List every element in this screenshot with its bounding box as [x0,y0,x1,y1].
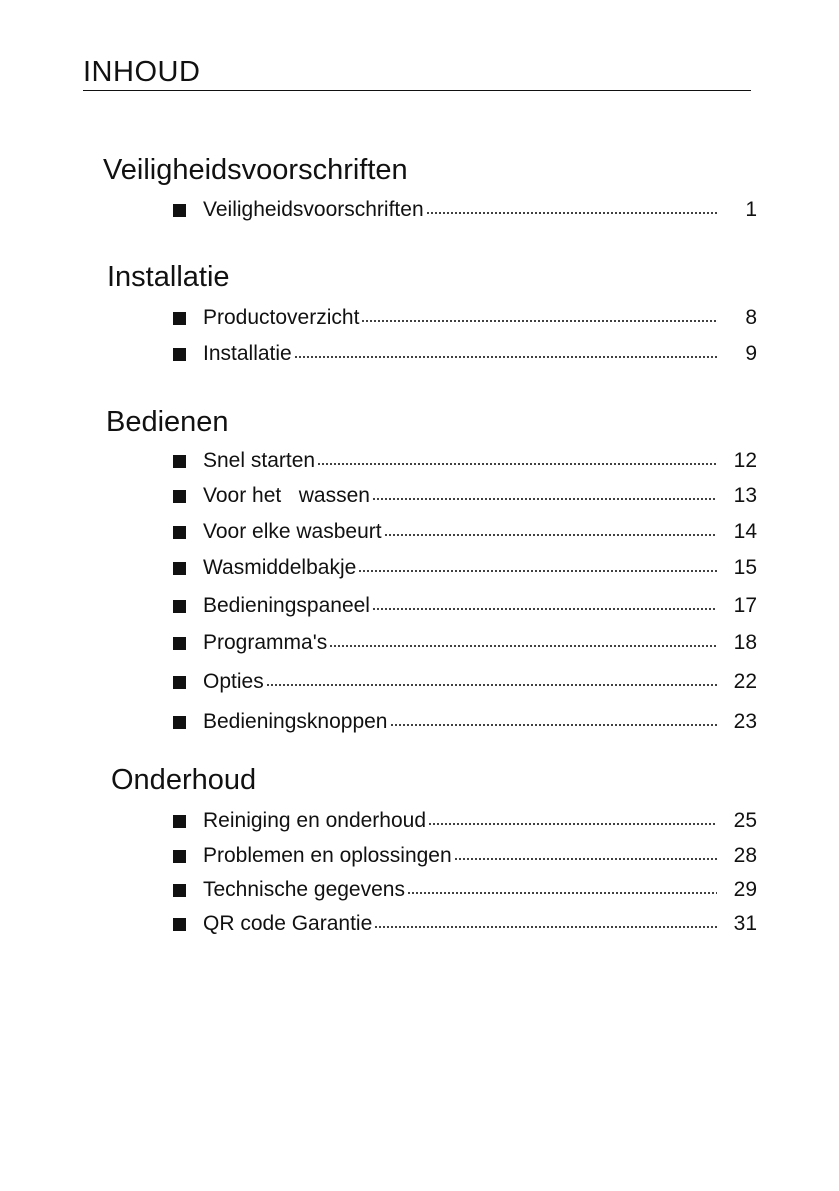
toc-entry-label: Opties [203,670,264,693]
page-title: INHOUD [83,56,201,88]
toc-entry-label: Snel starten [203,449,316,472]
toc-entry-label: Veiligheidsvoorschriften [203,198,424,221]
toc-entry[interactable] [173,593,757,619]
toc-entry-label: Problemen en oplossingen [203,844,452,867]
toc-entry[interactable] [173,911,757,937]
square-bullet-icon [173,455,186,468]
title-divider [83,90,751,91]
square-bullet-icon [173,204,186,217]
toc-entry-label: Bedieningspaneel [203,594,370,617]
toc-entry-label: Technische gegevens [203,878,405,901]
dot-leader [390,723,718,729]
square-bullet-icon [173,676,186,689]
toc-entry-label: Reiniging en onderhoud [203,809,427,832]
toc-entry-label: Voor het wassen [203,484,370,507]
toc-entry[interactable] [173,877,757,903]
dot-leader [358,569,717,575]
dot-leader [317,462,717,468]
square-bullet-icon [173,884,186,897]
toc-entry-page: 18 [733,631,757,654]
toc-entry-label: Bedieningsknoppen [203,710,388,733]
toc-entry-page: 29 [733,878,757,901]
toc-entry-page: 9 [745,342,757,365]
toc-entry-page: 1 [745,198,757,221]
dot-leader [266,683,717,689]
toc-entry-page: 15 [733,556,757,579]
toc-entry[interactable] [173,843,757,869]
square-bullet-icon [173,637,186,650]
toc-entry-label: QR code Garantie [203,912,373,935]
toc-entry-page: 17 [733,594,757,617]
toc-entry-label: Installatie [203,342,292,365]
square-bullet-icon [173,716,186,729]
section-heading-veiligheid: Veiligheidsvoorschriften [103,154,408,186]
toc-entry[interactable] [173,197,757,223]
toc-entry-label: Wasmiddelbakje [203,556,357,579]
dot-leader [428,822,717,828]
toc-entry[interactable] [173,483,757,509]
toc-entry[interactable] [173,519,757,545]
toc-entry-page: 13 [733,484,757,507]
dot-leader [374,925,717,931]
toc-entry[interactable] [173,555,757,581]
section-heading-installatie: Installatie [107,261,230,293]
square-bullet-icon [173,562,186,575]
toc-entry-page: 23 [733,710,757,733]
toc-entry[interactable] [173,630,757,656]
toc-entry-label: Programma's [203,631,328,654]
toc-entry-page: 22 [733,670,757,693]
square-bullet-icon [173,918,186,931]
dot-leader [372,607,717,613]
square-bullet-icon [173,526,186,539]
square-bullet-icon [173,600,186,613]
dot-leader [361,319,717,325]
toc-entry[interactable] [173,305,757,331]
square-bullet-icon [173,815,186,828]
toc-entry-page: 8 [745,306,757,329]
square-bullet-icon [173,490,186,503]
dot-leader [372,497,717,503]
square-bullet-icon [173,850,186,863]
square-bullet-icon [173,312,186,325]
square-bullet-icon [173,348,186,361]
toc-entry-page: 31 [733,912,757,935]
toc-entry[interactable] [173,709,757,735]
dot-leader [407,891,717,897]
dot-leader [454,857,717,863]
toc-entry-label: Voor elke wasbeurt [203,520,382,543]
dot-leader [384,533,717,539]
dot-leader [329,644,717,650]
section-heading-bedienen: Bedienen [106,406,229,438]
dot-leader [294,355,717,361]
toc-entry[interactable] [173,341,757,367]
toc-entry-page: 28 [733,844,757,867]
dot-leader [426,211,717,217]
toc-entry[interactable] [173,808,757,834]
toc-entry-page: 14 [733,520,757,543]
toc-entry[interactable] [173,669,757,695]
toc-entry[interactable] [173,448,757,474]
toc-entry-page: 12 [733,449,757,472]
section-heading-onderhoud: Onderhoud [111,764,257,796]
toc-entry-label: Productoverzicht [203,306,360,329]
toc-entry-page: 25 [733,809,757,832]
